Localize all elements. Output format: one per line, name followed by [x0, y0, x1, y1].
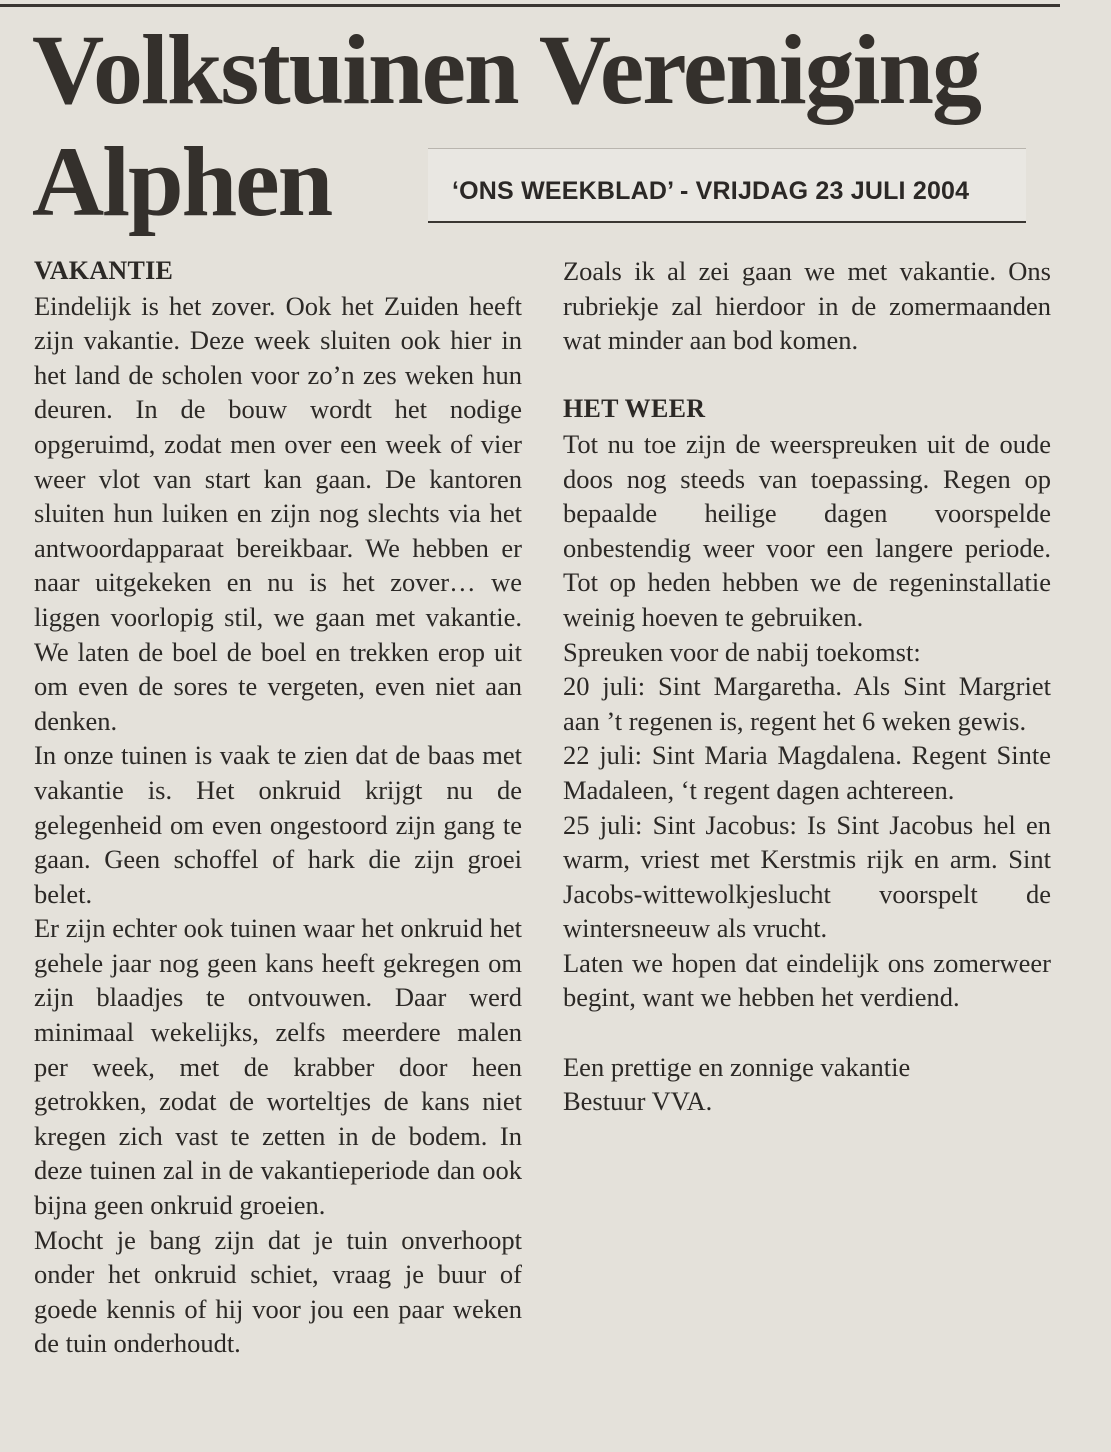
weer-paragraph-2: Spreuken voor de nabij toekomst:: [563, 636, 921, 667]
signoff-spacer: [563, 1015, 1051, 1050]
section-heading-het-weer: HET WEER: [563, 394, 706, 424]
left-column: [34, 254, 522, 1361]
top-rule: [0, 4, 1060, 7]
masthead-text: ‘ONS WEEKBLAD’ - VRIJDAG 23 JULI 2004: [452, 177, 970, 205]
vakantie-paragraph-2: In onze tuinen is vaak te zien dat de baas met vakantie is. Het onkruid krijgt nu de gelegenheid om even ongestoord zijn gang te gaan. Geen schoffel of hark die zijn groei belet.: [34, 740, 522, 909]
masthead-rule: [428, 221, 1026, 223]
signoff-line-1: Een prettige en zonnige vakantie: [563, 1051, 911, 1082]
weer-paragraph-5: 25 juli: Sint Jacobus: Is Sint Jacobus hel en warm, vriest met Kerstmis rijk en arm. Sint Jacobs-wittewolkjeslucht voorspelt de wintersneeuw als vrucht.: [563, 809, 1051, 944]
signoff-line-2: Bestuur VVA.: [563, 1086, 713, 1117]
vakantie-paragraph-1: Eindelijk is het zover. Ook het Zuiden heeft zijn vakantie. Deze week sluiten ook hier in het land de scholen voor zo’n zes weken hun deuren. In de bouw wordt het nodige opgeruimd, zodat men over een week of vier weer vlot van start kan gaan. De kantoren sluiten hun luiken en zijn nog slechts via het antwoordapparaat bereikbaar. We hebben er naar uitgekeken en nu is het zover… we liggen voorlopig stil, we gaan met vakantie. We laten de boel de boel en trekken erop uit om even de sores te vergeten, even niet aan denken.: [34, 290, 522, 736]
headline-line-2: Alphen: [32, 126, 332, 237]
weer-paragraph-4: 22 juli: Sint Maria Magdalena. Regent Sinte Madaleen, ‘t regent dagen achtereen.: [563, 740, 1051, 805]
vakantie-paragraph-4: Mocht je bang zijn dat je tuin onverhoopt onder het onkruid schiet, vraag je buur of goede kennis of hij voor jou een paar weken de tuin onderhoudt.: [34, 1224, 522, 1359]
vakantie-paragraph-5: Zoals ik al zei gaan we met vakantie. Ons rubriekje zal hierdoor in de zomermaanden wat minder aan bod komen.: [563, 256, 1051, 356]
signoff: [563, 1050, 1051, 1119]
section-heading-vakantie: VAKANTIE: [34, 256, 174, 285]
section-spacer: [563, 358, 1051, 393]
headline-line-1: Volkstuinen Vereniging: [32, 14, 981, 125]
weer-paragraph-6: Laten we hopen dat eindelijk ons zomerweer begint, want we hebben het verdiend.: [563, 947, 1051, 1013]
weer-paragraph-3: 20 juli: Sint Margaretha. Als Sint Margriet aan ’t regenen is, regent het 6 weken gewis.: [563, 671, 1051, 736]
masthead-box: [428, 148, 1026, 223]
weer-paragraph-1: Tot nu toe zijn de weerspreuken uit de oude doos nog steeds van toepassing. Regen op bepaalde heilige dagen voorspelde onbestendig weer voor een langere periode. Tot op heden hebben we de regeninstallatie weinig hoeven te gebruiken.: [563, 428, 1051, 632]
vakantie-paragraph-3: Er zijn echter ook tuinen waar het onkruid het gehele jaar nog geen kans heeft gekregen om zijn blaadjes te ontvouwen. Daar werd minimaal wekelijks, zelfs meerdere malen per week, met de krabber door heen getrokken, zodat de worteltjes de kans niet kregen zich vast te zetten in de bodem. In deze tuinen zal in de vakantieperiode dan ook bijna geen onkruid groeien.: [34, 913, 522, 1221]
right-column: [563, 254, 1051, 1119]
